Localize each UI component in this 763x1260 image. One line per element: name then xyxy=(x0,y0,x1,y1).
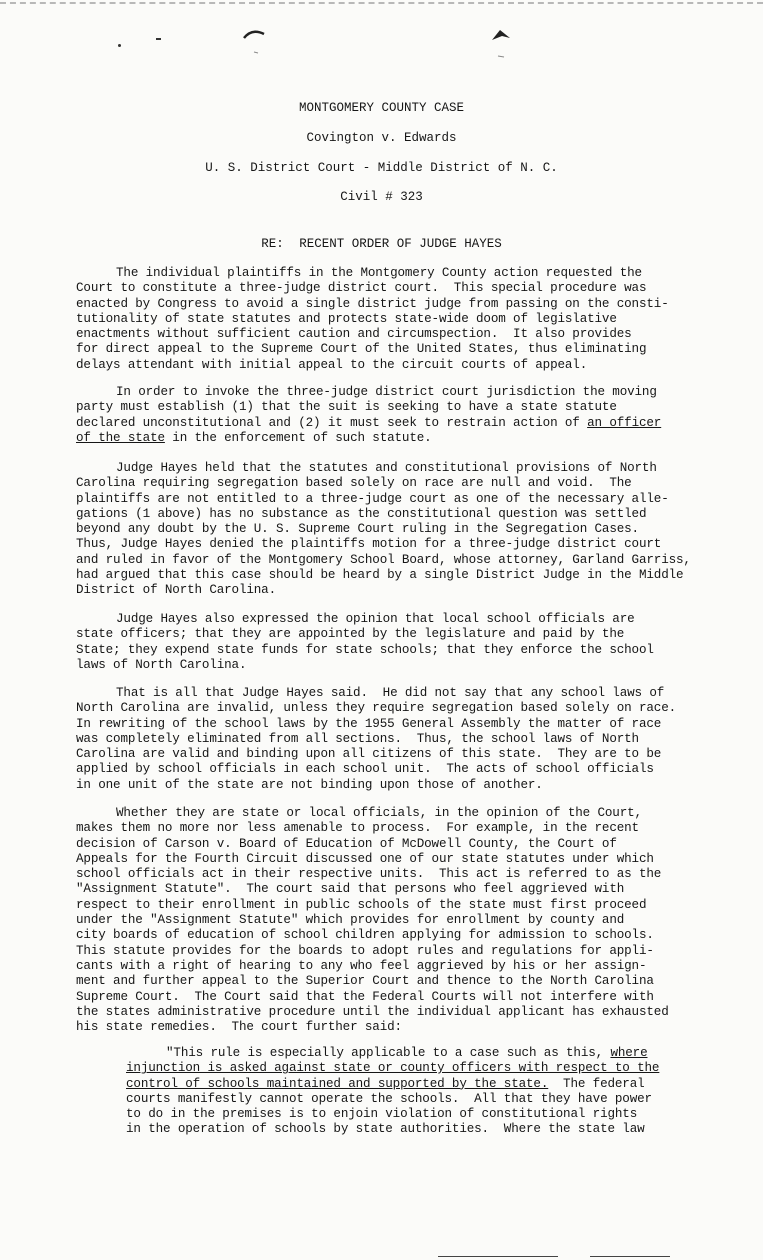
text-line: Appeals for the Fourth Circuit discussed one of our state statutes under which xyxy=(76,851,654,866)
subject-text: RECENT ORDER OF JUDGE HAYES xyxy=(299,237,502,251)
text-line: state officers; that they are appointed by the legislature and paid by the xyxy=(76,627,625,642)
text-line: under the "Assignment Statute" which provides for enrollment by county and xyxy=(76,913,625,928)
court-name: U. S. District Court - Middle District of N. C. xyxy=(205,161,558,175)
case-title: MONTGOMERY COUNTY CASE xyxy=(298,101,465,115)
text-line: decision of Carson v. Board of Education of McDowell County, the Court of xyxy=(76,836,617,851)
text-line: control of schools maintained and supported by the state. The federal xyxy=(126,1076,645,1091)
case-parties: Covington v. Edwards xyxy=(306,131,457,145)
docket-number: Civil # 323 xyxy=(340,190,423,204)
punch-hole-mark xyxy=(240,26,270,56)
text-line: Supreme Court. The Court said that the Federal Courts will not interfere with xyxy=(76,989,654,1004)
text-line: In order to invoke the three-judge district court jurisdiction the moving xyxy=(116,385,657,399)
re-label: RE: xyxy=(261,237,284,251)
punch-hole-mark xyxy=(486,24,516,64)
text-line: the states administrative procedure until the individual applicant has exhausted xyxy=(76,1004,669,1019)
text-line: of the state in the enforcement of such statute. xyxy=(76,430,432,445)
text-line: courts manifestly cannot operate the schools. All that they have power xyxy=(126,1091,652,1106)
subject-line xyxy=(0,237,763,251)
text-line: enactments without sufficient caution and circumspection. It also provides xyxy=(76,327,632,342)
text-line: "This rule is especially applicable to a case such as this, where xyxy=(166,1046,648,1060)
text-line: in the operation of schools by state authorities. Where the state law xyxy=(126,1122,645,1137)
text-line: injunction is asked against state or county officers with respect to the xyxy=(126,1061,660,1076)
text-line: "Assignment Statute". The court said that persons who feel aggrieved with xyxy=(76,882,625,897)
paragraph-1 xyxy=(76,266,674,373)
block-quote xyxy=(126,1046,674,1138)
text-line: The individual plaintiffs in the Montgomery County action requested the xyxy=(116,266,642,280)
text-line: Carolina are valid and binding upon all citizens of this state. They are to be xyxy=(76,747,662,762)
bottom-edge-line xyxy=(590,1256,670,1257)
text-line: for direct appeal to the Supreme Court of the United States, thus eliminating xyxy=(76,342,647,357)
text-line: Thus, Judge Hayes denied the plaintiffs motion for a three-judge district court xyxy=(76,537,662,552)
text-line: makes them no more nor less amenable to process. For example, in the recent xyxy=(76,821,639,836)
text-line: and ruled in favor of the Montgomery School Board, whose attorney, Garland Garriss, xyxy=(76,552,691,567)
text-line: tutionality of state statutes and protects state-wide doom of legislative xyxy=(76,311,617,326)
text-line: declared unconstitutional and (2) it must seek to restrain action of an officer xyxy=(76,415,662,430)
text-line: District of North Carolina. xyxy=(76,583,277,598)
text-line: Court to constitute a three-judge district court. This special procedure was xyxy=(76,281,647,296)
text-line: Whether they are state or local officials, in the opinion of the Court, xyxy=(116,806,642,820)
paragraph-4 xyxy=(76,612,674,673)
text-line: That is all that Judge Hayes said. He did not say that any school laws of xyxy=(116,686,665,700)
paragraph-2 xyxy=(76,385,674,446)
scan-speck xyxy=(156,38,161,40)
text-line: had argued that this case should be heard by a single District Judge in the Middle xyxy=(76,568,684,583)
text-line: North Carolina are invalid, unless they require segregation based solely on race. xyxy=(76,701,677,716)
paragraph-3 xyxy=(76,461,691,599)
text-line: laws of North Carolina. xyxy=(76,657,247,672)
text-line: enacted by Congress to avoid a single district judge from passing on the consti- xyxy=(76,296,669,311)
text-line: respect to their enrollment in public schools of the state must first proceed xyxy=(76,897,647,912)
text-line: school officials act in their respective units. This act is referred to as the xyxy=(76,867,662,882)
scan-speck xyxy=(118,44,121,47)
text-line: State; they expend state funds for state schools; that they enforce the school xyxy=(76,642,654,657)
text-line: delays attendant with initial appeal to the circuit courts of appeal. xyxy=(76,357,588,372)
text-line: was completely eliminated from all sections. Thus, the school laws of North xyxy=(76,731,639,746)
text-line: city boards of education of school children applying for admission to schools. xyxy=(76,928,654,943)
text-line: party must establish (1) that the suit is seeking to have a state statute xyxy=(76,400,617,415)
text-line: to do in the premises is to enjoin violation of constitutional rights xyxy=(126,1107,638,1122)
text-line: applied by school officials in each school unit. The acts of school officials xyxy=(76,762,654,777)
text-line: This statute provides for the boards to adopt rules and regulations for appli- xyxy=(76,943,654,958)
paragraph-6 xyxy=(76,806,674,1035)
text-line: gations (1 above) has no substance as the constitutional question was settled xyxy=(76,506,647,521)
text-line: his state remedies. The court further said: xyxy=(76,1020,402,1035)
page-top-edge xyxy=(0,2,763,4)
paragraph-5 xyxy=(76,686,677,793)
text-line: in one unit of the state are not binding upon those of another. xyxy=(76,777,543,792)
text-line: ment and further appeal to the Superior Court and thence to the North Carolina xyxy=(76,974,654,989)
text-line: plaintiffs are not entitled to a three-judge court as one of the necessary alle- xyxy=(76,491,669,506)
text-line: Carolina requiring segregation based solely on race are null and void. The xyxy=(76,476,632,491)
text-line: beyond any doubt by the U. S. Supreme Court ruling in the Segregation Cases. xyxy=(76,522,639,537)
bottom-edge-line xyxy=(438,1256,558,1257)
text-line: Judge Hayes also expressed the opinion that local school officials are xyxy=(116,612,635,626)
text-line: In rewriting of the school laws by the 1955 General Assembly the matter of race xyxy=(76,716,662,731)
text-line: cants with a right of hearing to any who feel aggrieved by his or her assign- xyxy=(76,958,647,973)
text-line: Judge Hayes held that the statutes and constitutional provisions of North xyxy=(116,461,657,475)
